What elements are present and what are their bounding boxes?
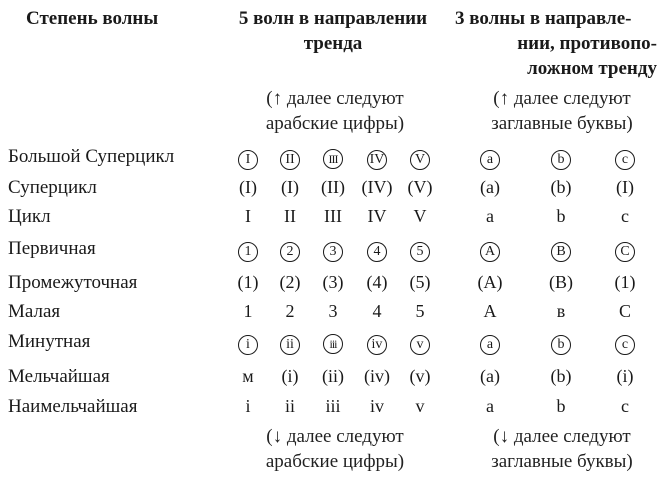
wave-label-cell xyxy=(619,301,631,322)
wave-label-cell xyxy=(322,366,344,387)
wave-label-cell xyxy=(239,177,257,198)
row-label: Большой Суперцикл xyxy=(8,146,175,167)
wave-label: (B) xyxy=(549,272,573,292)
wave-label-cell xyxy=(282,366,299,387)
wave-label: м xyxy=(242,366,254,386)
row-label: Минутная xyxy=(8,331,91,352)
wave-label: (b) xyxy=(550,366,572,386)
wave-label: (a) xyxy=(480,366,500,386)
wave-label-cell xyxy=(364,366,390,387)
wave-label-cell xyxy=(367,272,388,293)
circled-wave-label: 1 xyxy=(238,242,258,262)
wave-label-cell xyxy=(367,332,387,355)
wave-label-cell xyxy=(486,206,494,227)
circled-wave-label: A xyxy=(480,242,500,262)
wave-label: (I) xyxy=(239,177,257,197)
wave-label-cell xyxy=(367,147,387,170)
circled-wave-label: B xyxy=(551,242,571,262)
wave-label: iv xyxy=(369,396,385,416)
circled-wave-label: IV xyxy=(367,150,387,170)
wave-label-cell xyxy=(280,332,300,355)
wave-label: (i) xyxy=(616,366,634,386)
wave-label-cell xyxy=(549,272,573,293)
wave-label: V xyxy=(413,206,427,226)
wave-label-cell xyxy=(244,301,253,322)
wave-label: III xyxy=(324,206,342,226)
wave-label-cell xyxy=(551,177,572,198)
circled-wave-label: a xyxy=(480,335,500,355)
wave-label-cell xyxy=(557,396,566,417)
wave-label-cell xyxy=(615,147,635,170)
circled-wave-label: iii xyxy=(323,334,343,354)
wave-label: ii xyxy=(284,396,296,416)
wave-label-cell xyxy=(478,272,503,293)
header-three-waves: 3 волны в направле- нии, противопо- ложном тренду xyxy=(455,8,657,79)
circled-wave-label: 3 xyxy=(323,242,343,262)
wave-label: A xyxy=(483,301,497,321)
wave-label-cell xyxy=(238,239,258,262)
circled-wave-label: ii xyxy=(280,335,300,355)
wave-label: (I) xyxy=(281,177,299,197)
top-note-five: (↑ далее следуют арабские цифры) xyxy=(265,88,405,134)
wave-label: b xyxy=(556,396,566,416)
wave-label: (v) xyxy=(409,366,431,386)
wave-label: b xyxy=(556,206,566,226)
row-label: Малая xyxy=(8,301,61,322)
wave-label: a xyxy=(486,396,494,416)
wave-label-cell xyxy=(280,272,301,293)
circled-wave-label: iv xyxy=(367,335,387,355)
wave-label: i xyxy=(245,396,251,416)
wave-label: 5 xyxy=(415,301,425,321)
circled-wave-label: c xyxy=(615,335,635,355)
wave-label-cell xyxy=(321,177,345,198)
wave-label: 1 xyxy=(243,301,253,321)
wave-label-cell xyxy=(551,147,571,170)
wave-label-cell xyxy=(362,177,393,198)
circled-wave-label: a xyxy=(480,150,500,170)
wave-label: v xyxy=(415,396,425,416)
wave-label-cell xyxy=(617,366,634,387)
header-five-waves: 5 волн в направлении тренда xyxy=(238,8,428,54)
circled-wave-label: V xyxy=(410,150,430,170)
wave-label-cell xyxy=(281,177,299,198)
wave-label: 4 xyxy=(372,301,382,321)
wave-label: iii xyxy=(325,396,341,416)
wave-label-cell xyxy=(480,332,500,355)
wave-label-cell xyxy=(324,206,342,227)
wave-label-cell xyxy=(616,177,634,198)
circled-wave-label: I xyxy=(238,150,258,170)
row-label: Суперцикл xyxy=(8,177,97,198)
wave-label: (3) xyxy=(322,272,344,292)
wave-label-cell xyxy=(410,272,431,293)
wave-label-cell xyxy=(285,396,295,417)
wave-label-cell xyxy=(557,206,566,227)
row-label: Первичная xyxy=(8,238,96,259)
wave-label: 3 xyxy=(328,301,338,321)
wave-label: (I) xyxy=(616,177,634,197)
header-degree: Степень волны xyxy=(26,8,159,29)
circled-wave-label: v xyxy=(410,335,430,355)
wave-label: (4) xyxy=(366,272,388,292)
wave-label: c xyxy=(621,206,629,226)
wave-label-cell xyxy=(615,239,635,262)
row-label: Промежуточная xyxy=(8,272,138,293)
wave-label: (IV) xyxy=(361,177,393,197)
wave-label-cell xyxy=(238,272,259,293)
wave-label-cell xyxy=(416,396,425,417)
wave-label-cell xyxy=(284,206,296,227)
wave-label-cell xyxy=(480,366,500,387)
wave-label: I xyxy=(245,206,251,226)
row-label: Наимельчайшая xyxy=(8,396,138,417)
wave-label-cell xyxy=(329,301,338,322)
wave-label: II xyxy=(284,206,296,226)
wave-label-cell xyxy=(238,332,258,355)
wave-label-cell xyxy=(323,332,343,354)
wave-label-cell xyxy=(551,366,572,387)
wave-label: (2) xyxy=(279,272,301,292)
wave-label-cell xyxy=(245,206,251,227)
wave-label: 2 xyxy=(285,301,295,321)
wave-label-cell xyxy=(615,272,636,293)
wave-label: (V) xyxy=(407,177,433,197)
wave-label: (a) xyxy=(480,177,500,197)
circled-wave-label: C xyxy=(615,242,635,262)
wave-label: (i) xyxy=(281,366,299,386)
wave-label: (II) xyxy=(321,177,345,197)
wave-label: (iv) xyxy=(364,366,390,386)
top-note-three: (↑ далее следуют заглавные буквы) xyxy=(491,88,633,134)
wave-label-cell xyxy=(410,239,430,262)
wave-label-cell xyxy=(242,366,253,387)
wave-label: в xyxy=(556,301,566,321)
circled-wave-label: 4 xyxy=(367,242,387,262)
wave-label: (ii) xyxy=(322,366,344,386)
circled-wave-label: 2 xyxy=(280,242,300,262)
wave-label-cell xyxy=(325,396,340,417)
wave-label-cell xyxy=(280,147,300,170)
wave-label-cell xyxy=(323,239,343,262)
wave-label-cell xyxy=(410,366,431,387)
wave-label-cell xyxy=(615,332,635,355)
circled-wave-label: b xyxy=(551,335,571,355)
wave-label-cell xyxy=(238,147,258,170)
wave-label: (1) xyxy=(614,272,636,292)
circled-wave-label: b xyxy=(551,150,571,170)
wave-label-cell xyxy=(370,396,384,417)
wave-label: C xyxy=(618,301,632,321)
wave-label-cell xyxy=(408,177,433,198)
wave-label-cell xyxy=(621,396,629,417)
wave-label-cell xyxy=(480,239,500,262)
wave-label: IV xyxy=(367,206,387,226)
bottom-note-five: (↓ далее следуют арабские цифры) xyxy=(265,426,405,472)
wave-label: (5) xyxy=(409,272,431,292)
wave-label-cell xyxy=(480,177,500,198)
wave-label: (1) xyxy=(237,272,259,292)
circled-wave-label: c xyxy=(615,150,635,170)
row-label: Мельчайшая xyxy=(8,366,110,387)
wave-label: (b) xyxy=(550,177,572,197)
wave-label: c xyxy=(621,396,629,416)
row-label: Цикл xyxy=(8,206,51,227)
wave-label-cell xyxy=(416,301,425,322)
wave-label-cell xyxy=(410,147,430,170)
bottom-note-three: (↓ далее следуют заглавные буквы) xyxy=(491,426,633,472)
wave-label-cell xyxy=(286,301,295,322)
wave-label-cell xyxy=(621,206,629,227)
circled-wave-label: 5 xyxy=(410,242,430,262)
wave-label-cell xyxy=(551,332,571,355)
wave-label-cell xyxy=(484,301,497,322)
wave-label-cell xyxy=(557,301,566,322)
wave-label-cell xyxy=(245,396,250,417)
circled-wave-label: II xyxy=(280,150,300,170)
wave-label-cell xyxy=(551,239,571,262)
wave-label-cell xyxy=(280,239,300,262)
wave-label: a xyxy=(486,206,494,226)
wave-label-cell xyxy=(486,396,494,417)
wave-label-cell xyxy=(480,147,500,170)
wave-label-cell xyxy=(410,332,430,355)
circled-wave-label: III xyxy=(323,149,343,169)
wave-label-cell xyxy=(367,239,387,262)
wave-label-cell xyxy=(368,206,387,227)
wave-label-cell xyxy=(323,272,344,293)
wave-label-cell xyxy=(414,206,427,227)
wave-label: (A) xyxy=(477,272,503,292)
wave-label-cell xyxy=(323,147,343,169)
circled-wave-label: i xyxy=(238,335,258,355)
wave-label-cell xyxy=(373,301,382,322)
